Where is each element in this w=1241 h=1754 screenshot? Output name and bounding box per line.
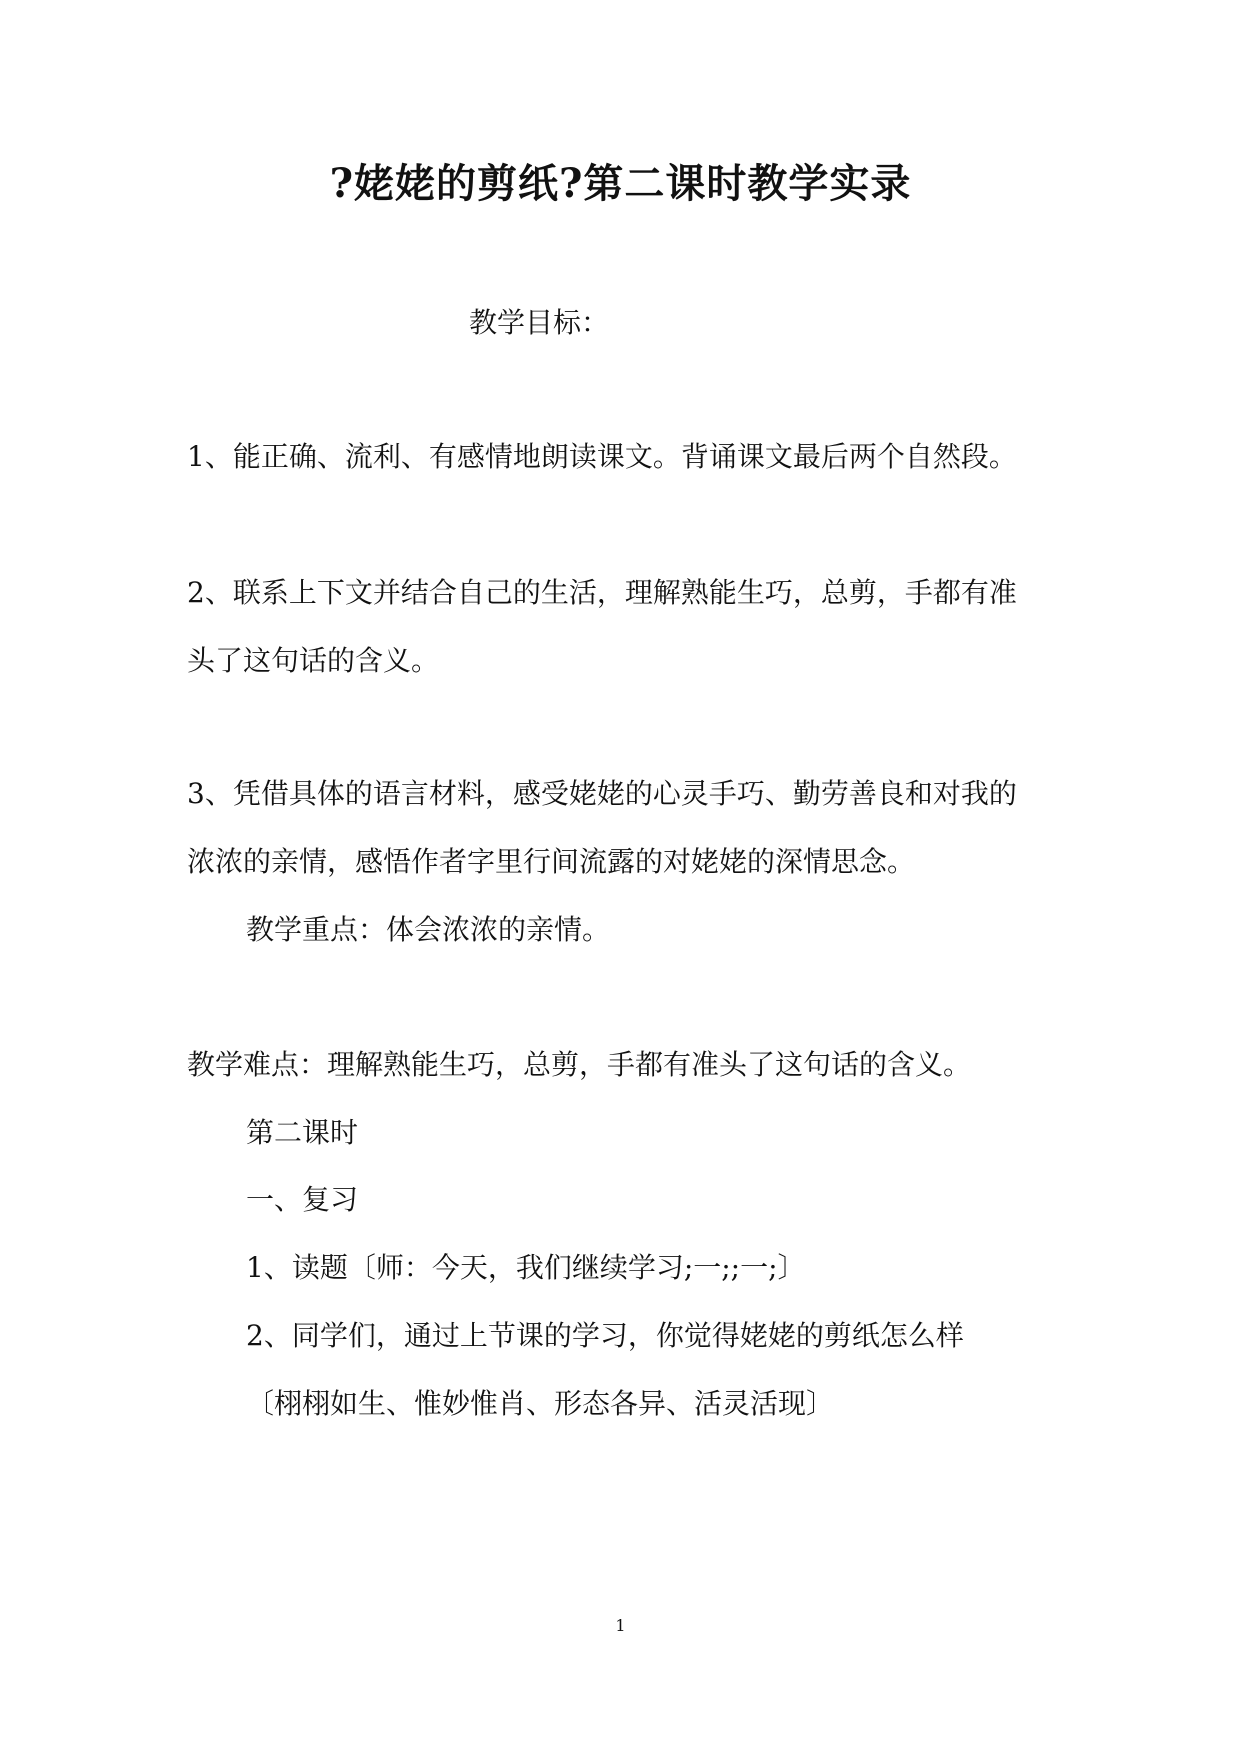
section-review: 一、复习 xyxy=(246,1183,359,1216)
objective-3-line-1: 3、凭借具体的语言材料，感受姥姥的心灵手巧、勤劳善良和对我的 xyxy=(187,777,1017,810)
review-item-2-answer: 〔栩栩如生、惟妙惟肖、形态各异、活灵活现〕 xyxy=(246,1387,835,1420)
objective-1: 1、能正确、流利、有感情地朗读课文。背诵课文最后两个自然段。 xyxy=(187,440,1017,473)
key-point: 教学重点：体会浓浓的亲情。 xyxy=(246,913,611,946)
page-number: 1 xyxy=(615,1616,626,1635)
objective-2-line-1: 2、联系上下文并结合自己的生活，理解熟能生巧，总剪，手都有准 xyxy=(187,576,1017,609)
objective-2-line-2: 头了这句话的含义。 xyxy=(187,644,440,677)
difficulty: 教学难点：理解熟能生巧，总剪，手都有准头了这句话的含义。 xyxy=(187,1048,972,1081)
objective-3-line-2: 浓浓的亲情，感悟作者字里行间流露的对姥姥的深情思念。 xyxy=(187,845,916,878)
objectives-heading: 教学目标： xyxy=(469,306,610,339)
review-item-1: 1、读题〔师：今天，我们继续学习;一;;一;〕 xyxy=(246,1251,806,1284)
lesson-label: 第二课时 xyxy=(246,1116,359,1149)
review-item-2: 2、同学们，通过上节课的学习，你觉得姥姥的剪纸怎么样 xyxy=(246,1319,964,1352)
page-title: ?姥姥的剪纸?第二课时教学实录 xyxy=(329,160,912,207)
